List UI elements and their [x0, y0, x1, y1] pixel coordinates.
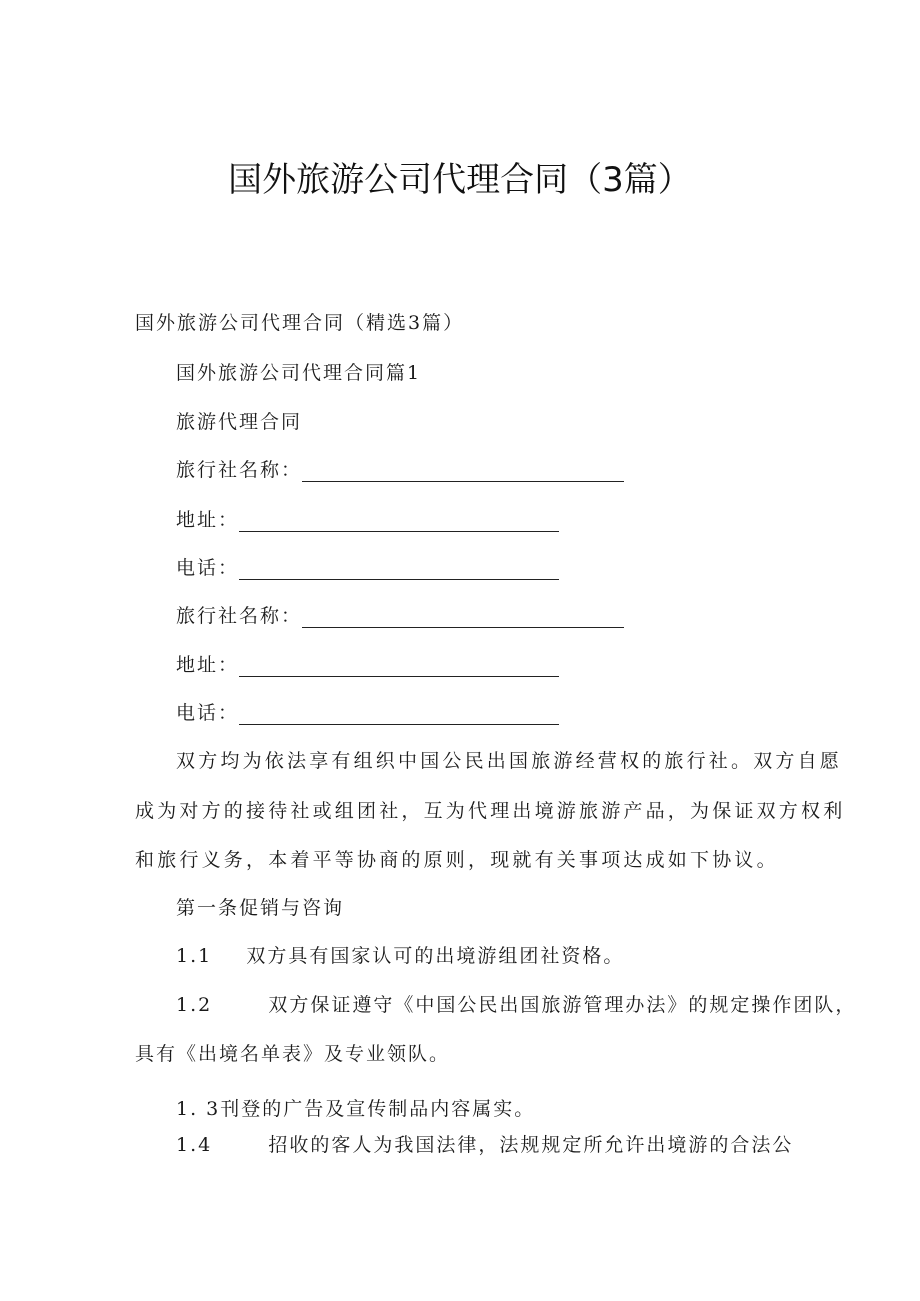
- subtitle: 国外旅游公司代理合同（精选3篇）: [135, 312, 465, 334]
- clause-text: 招收的客人为我国法律，法规规定所允许出境游的合法公: [268, 1134, 794, 1156]
- clause-1-1: [176, 941, 624, 968]
- phone-field-2: [176, 698, 559, 725]
- clause-1-2: [176, 990, 856, 1017]
- address-field-2: [176, 650, 559, 677]
- field-label: 旅行社名称：: [176, 459, 303, 481]
- blank-line: [302, 605, 624, 628]
- field-label: 电话：: [176, 557, 240, 579]
- phone-field-1: [176, 553, 559, 580]
- contract-name: 旅游代理合同: [176, 411, 303, 433]
- intro-line-2: 成为对方的接待社或组团社，互为代理出境游旅游产品，为保证双方权利: [135, 800, 846, 822]
- field-label: 旅行社名称：: [176, 605, 303, 627]
- intro-line-1: 双方均为依法享有组织中国公民出国旅游经营权的旅行社。双方自愿: [176, 750, 843, 772]
- blank-line: [239, 557, 559, 580]
- field-label: 地址：: [176, 654, 240, 676]
- clause-number: 1.2: [176, 994, 213, 1016]
- blank-line: [302, 459, 624, 482]
- field-label: 地址：: [176, 509, 240, 531]
- document-title: 国外旅游公司代理合同（3篇）: [228, 160, 692, 200]
- intro-line-3: 和旅行义务，本着平等协商的原则，现就有关事项达成如下协议。: [135, 849, 779, 871]
- blank-line: [239, 509, 559, 532]
- blank-line: [239, 654, 559, 677]
- clause-number: 1.1: [176, 945, 213, 967]
- clause-text: 双方具有国家认可的出境游组团社资格。: [246, 945, 625, 967]
- address-field-1: [176, 505, 559, 532]
- field-label: 电话：: [176, 702, 240, 724]
- clause-number: 1.4: [176, 1134, 213, 1156]
- part-heading: 国外旅游公司代理合同篇1: [176, 362, 422, 384]
- clause-text: 双方保证遵守《中国公民出国旅游管理办法》的规定操作团队，: [268, 994, 857, 1016]
- clause-1-2-continued: 具有《出境名单表》及专业领队。: [135, 1043, 451, 1065]
- agency-name-field-1: [176, 455, 624, 482]
- clause-1-3: 1. 3刊登的广告及宣传制品内容属实。: [176, 1098, 536, 1120]
- blank-line: [239, 702, 559, 725]
- clause-1-4: [176, 1130, 793, 1157]
- article-1-heading: 第一条促销与咨询: [176, 897, 345, 919]
- agency-name-field-2: [176, 601, 624, 628]
